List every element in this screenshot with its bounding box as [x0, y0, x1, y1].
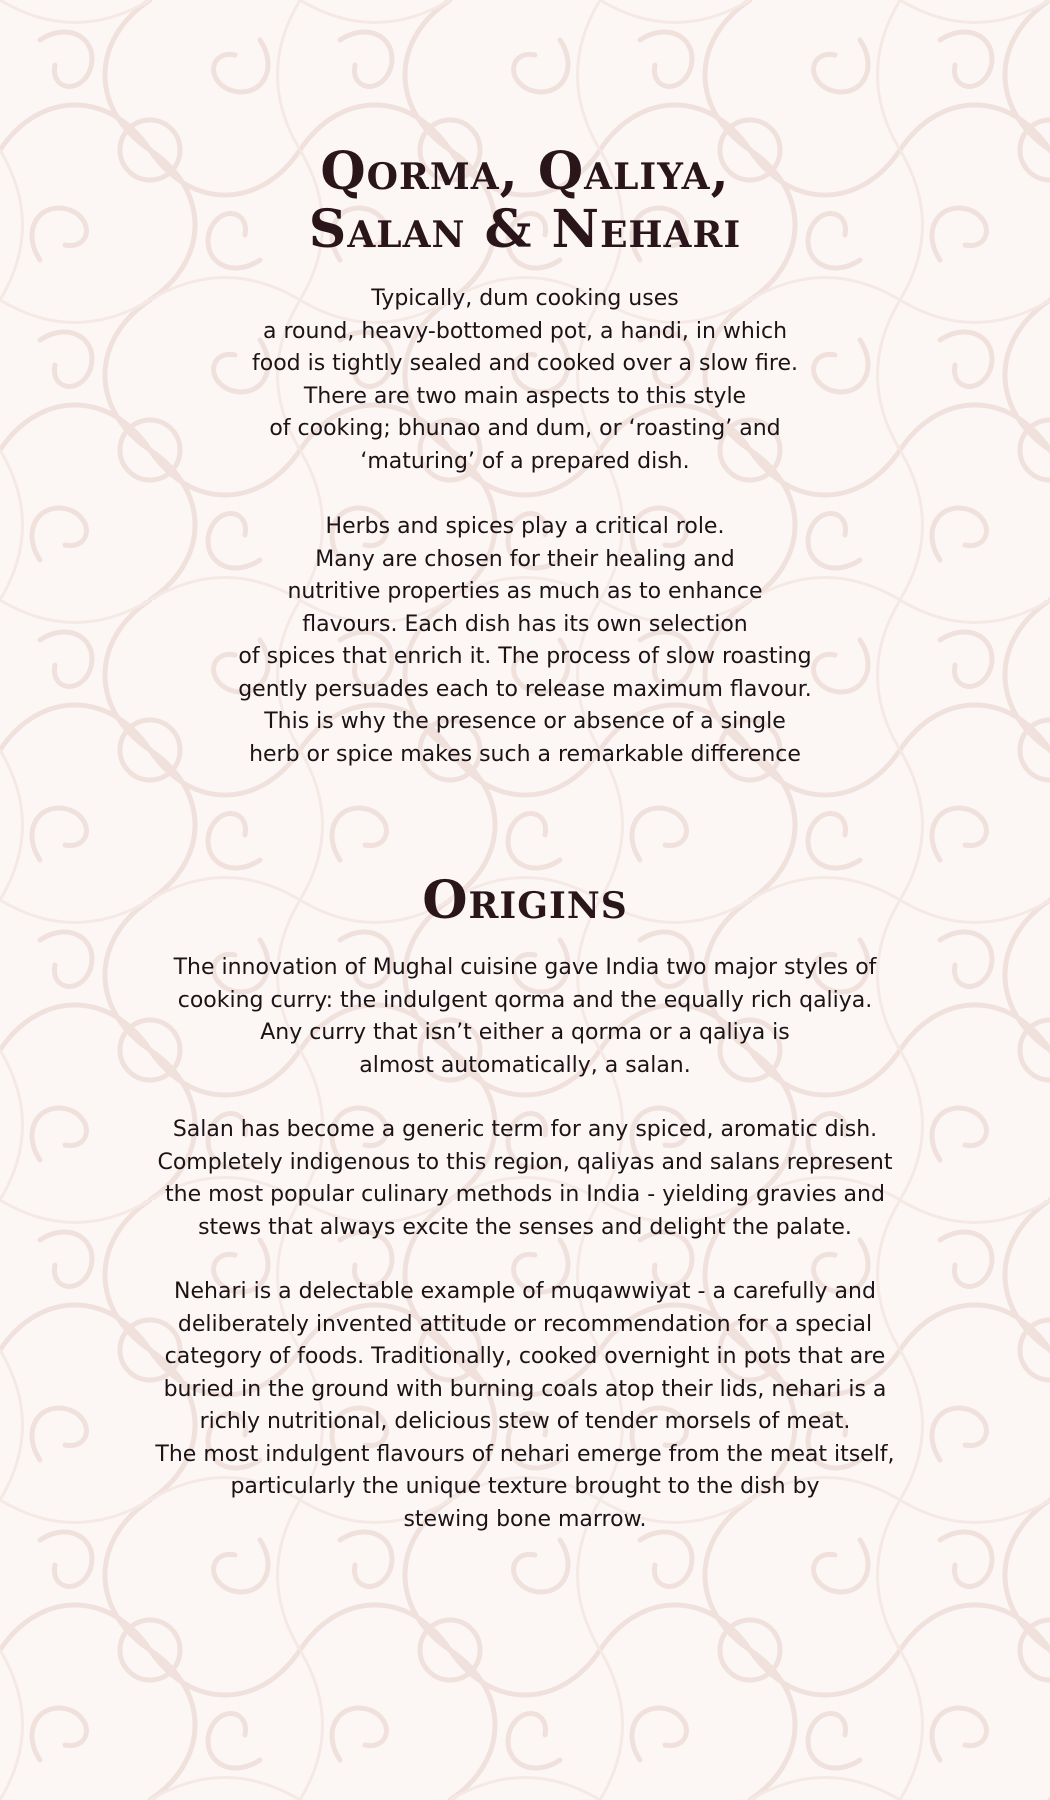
title-line: Salan & Nehari — [308, 199, 742, 260]
text-line: The most indulgent flavours of nehari emerge from the meat itself, — [155, 1441, 895, 1467]
text-line: gently persuades each to release maximum flavour. — [238, 676, 812, 702]
text-line: stews that always excite the senses and delight the palate. — [198, 1214, 852, 1240]
paragraph-mughal-cuisine — [0, 952, 1050, 1082]
text-line: Typically, dum cooking uses — [371, 286, 679, 311]
text-line: a round, heavy-bottomed pot, a handi, in which — [262, 318, 788, 344]
text-line: the most popular culinary methods in India - yielding gravies and — [165, 1182, 885, 1207]
text-line: deliberately invented attitude or recommendation for a special — [177, 1311, 873, 1337]
text-line: stewing bone marrow. — [403, 1506, 647, 1532]
text-line: Nehari is a delectable example of muqawwiyat - a carefully and — [174, 1279, 876, 1304]
paragraph-salan — [0, 1114, 1050, 1244]
text-line: cooking curry: the indulgent qorma and the equally rich qaliya. — [177, 987, 873, 1013]
text-line: There are two main aspects to this style — [303, 383, 747, 409]
text-line: Salan has become a generic term for any spiced, aromatic dish. — [172, 1117, 878, 1142]
text-line: ‘maturing’ of a prepared dish. — [360, 448, 690, 474]
text-line: This is why the presence or absence of a single — [264, 709, 786, 734]
text-line: of spices that enrich it. The process of slow roasting — [238, 644, 812, 669]
section-title-origins: Origins — [422, 870, 628, 931]
text-line: of cooking; bhunao and dum, or ‘roasting’ and — [269, 416, 781, 441]
text-line: flavours. Each dish has its own selection — [302, 611, 748, 637]
text-line: Herbs and spices play a critical role. — [325, 514, 725, 539]
text-line: Many are chosen for their healing and — [315, 546, 735, 572]
title-line: Qorma, Qaliya, — [320, 141, 730, 202]
text-line: almost automatically, a salan. — [359, 1052, 691, 1078]
text-line: The innovation of Mughal cuisine gave India two major styles of — [173, 955, 877, 980]
text-line: Any curry that isn’t either a qorma or a qaliya is — [260, 1020, 790, 1045]
text-line: herb or spice makes such a remarkable difference — [249, 741, 801, 767]
section-title-qorma-qaliya — [0, 143, 1050, 259]
text-line: buried in the ground with burning coals atop their lids, nehari is a — [163, 1376, 887, 1402]
text-line: category of foods. Traditionally, cooked overnight in pots that are — [164, 1344, 886, 1369]
paragraph-herbs-spices — [0, 511, 1050, 771]
paragraph-nehari — [0, 1276, 1050, 1536]
text-line: food is tightly sealed and cooked over a slow fire. — [251, 351, 798, 376]
text-line: Completely indigenous to this region, qaliyas and salans represent — [157, 1149, 893, 1175]
text-line: richly nutritional, delicious stew of tender morsels of meat. — [199, 1409, 851, 1434]
text-line: particularly the unique texture brought to the dish by — [230, 1474, 820, 1499]
paragraph-dum-cooking — [0, 283, 1050, 478]
text-line: nutritive properties as much as to enhance — [287, 579, 763, 604]
